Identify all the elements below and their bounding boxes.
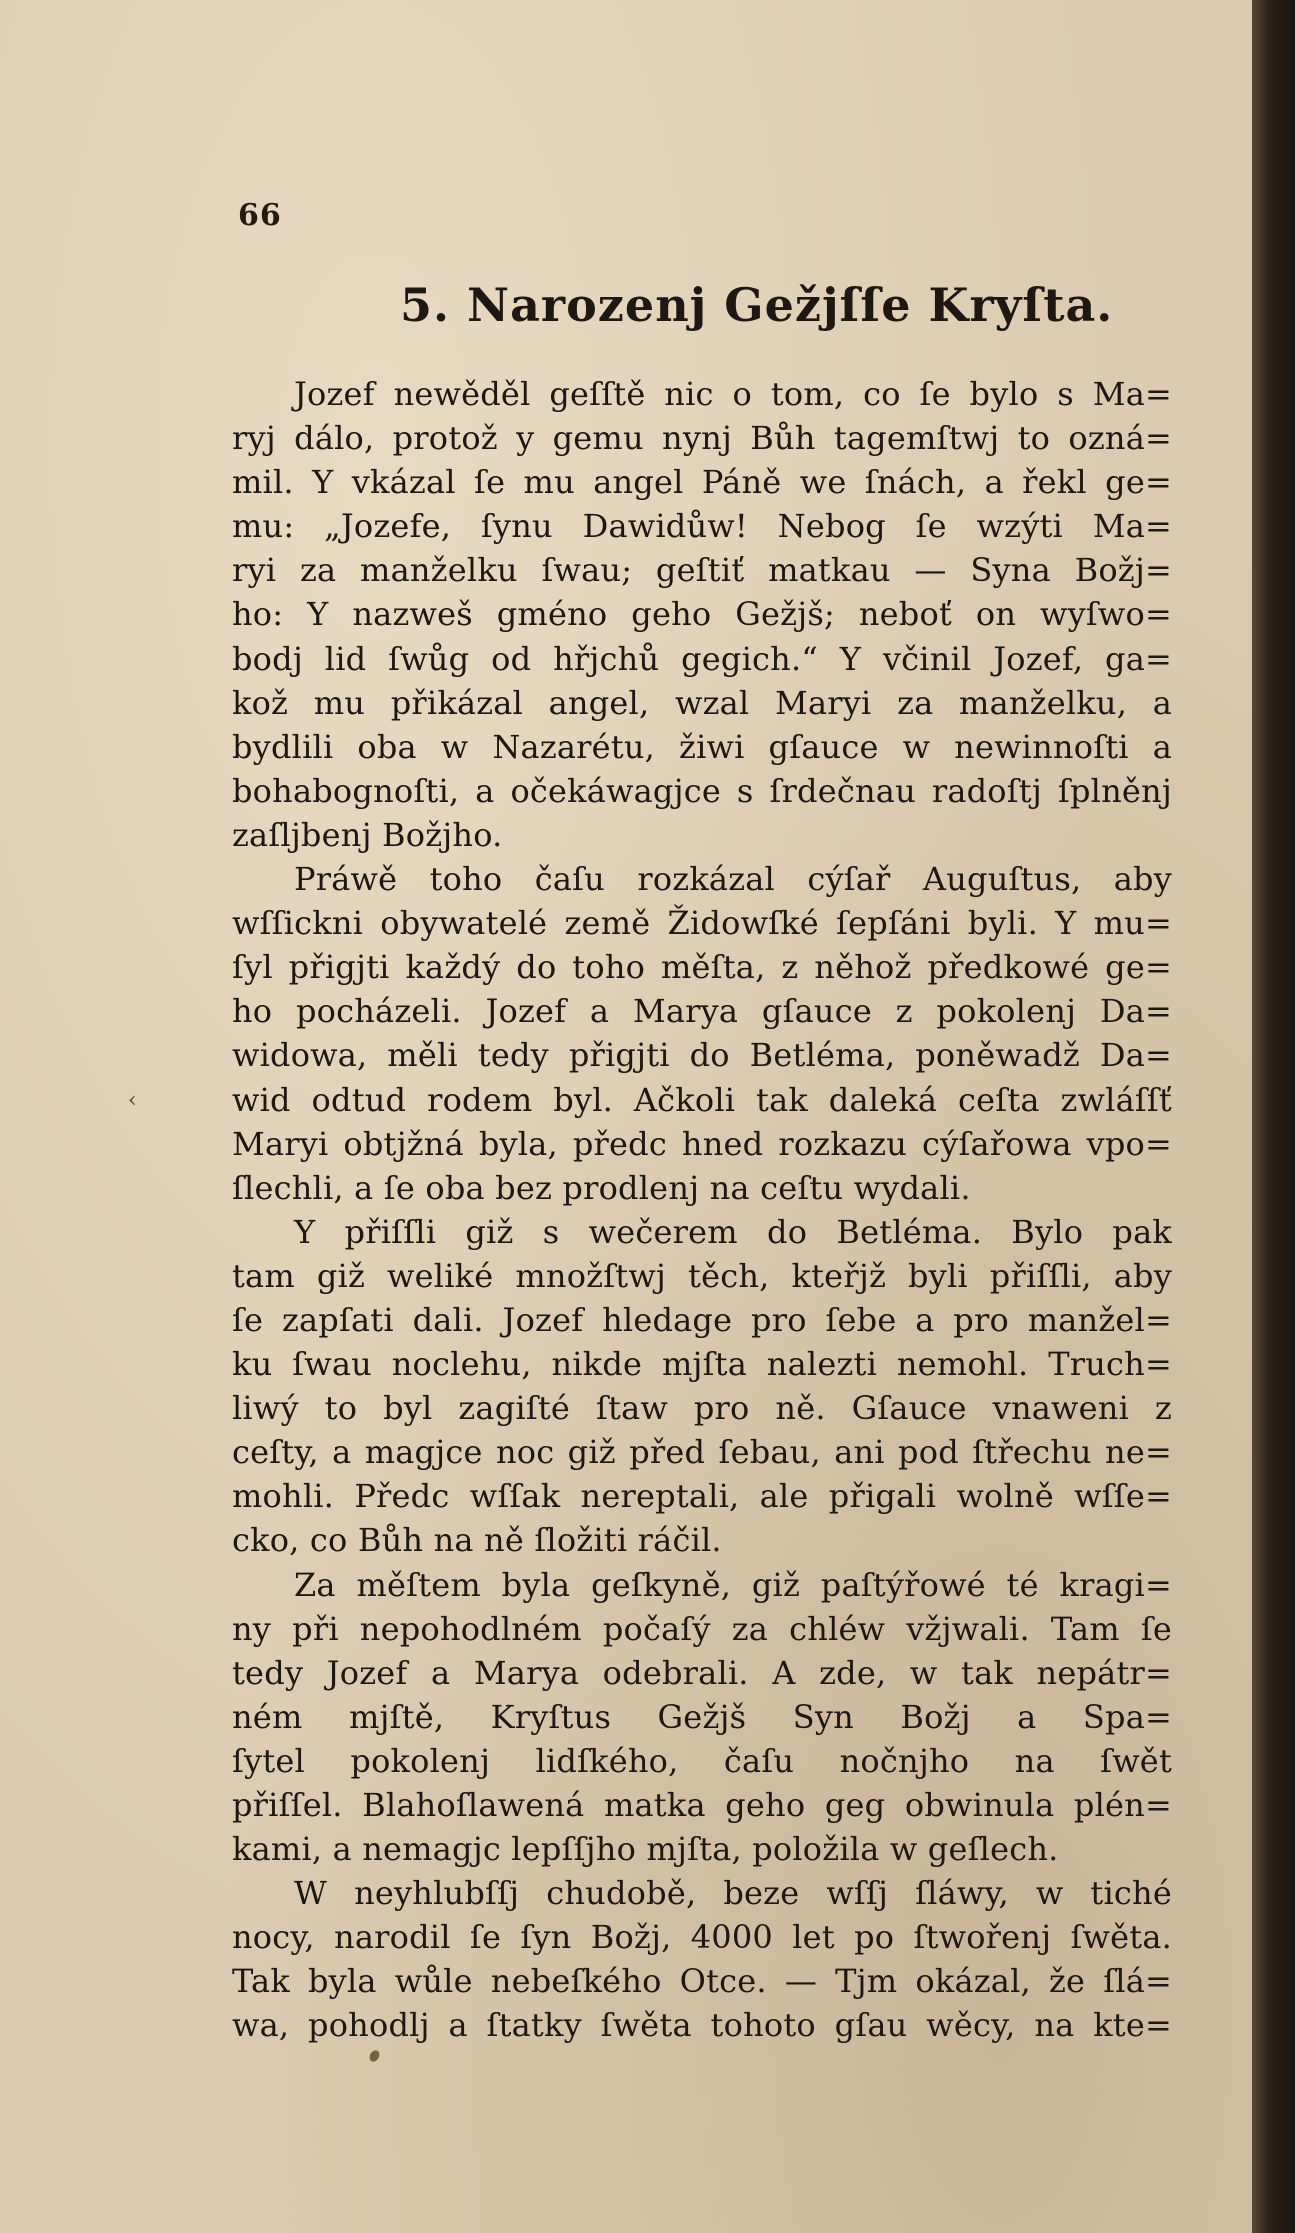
text-line: wa, pohodlj a ſtatky ſwěta tohoto gſau wěcy, na kte= xyxy=(232,2006,1172,2045)
text-line: ryi za manželku ſwau; geſtiť matkau — Syna Božj= xyxy=(232,551,1172,590)
page-number: 66 xyxy=(238,198,282,233)
text-line: ſytel pokolenj lidſkého, čaſu nočnjho na ſwět xyxy=(232,1741,1172,1780)
text-line: Y přiſſli giž s wečerem do Betléma. Bylo pak xyxy=(294,1212,1172,1251)
text-line: bodj lid ſwůg od hřjchů gegich.“ Y včinil Jozef, ga= xyxy=(232,639,1172,678)
text-line: ſyl přigjti každý do toho měſta, z něhož předkowé ge= xyxy=(232,948,1172,987)
text-line: ném mjſtě, Kryſtus Gežjš Syn Božj a Spa= xyxy=(232,1697,1172,1736)
text-line: mu: „Jozefe, ſynu Dawidůw! Nebog ſe wzýti Ma= xyxy=(232,507,1172,546)
text-line: cko, co Bůh na ně ſložiti ráčil. xyxy=(232,1521,722,1560)
text-line: wid odtud rodem byl. Ačkoli tak daleká ceſta zwláſſť xyxy=(232,1080,1172,1119)
text-line: bohabognoſti, a očekáwagjce s ſrdečnau radoſtj ſplněnj xyxy=(232,771,1172,810)
text-line: přiſſel. Blahoſlawená matka geho geg obwinula plén= xyxy=(232,1786,1172,1824)
text-line: liwý to byl zagiſté ſtaw pro ně. Gſauce vnaweni z xyxy=(232,1389,1172,1428)
text-line: tam giž weliké množſtwj těch, kteřjž byli přiſſli, aby xyxy=(232,1256,1172,1295)
text-line: Tak byla wůle nebeſkého Otce. — Tjm okázal, že ſlá= xyxy=(232,1962,1172,2001)
text-line: Za měſtem byla geſkyně, giž paſtýřowé té kragi= xyxy=(294,1565,1172,1604)
text-line: ſe zapſati dali. Jozef hledage pro ſebe a pro manžel= xyxy=(232,1300,1172,1339)
text-line: tedy Jozef a Marya odebrali. A zde, w tak nepátr= xyxy=(232,1653,1172,1692)
text-line: kami, a nemagjc lepſſjho mjſta, položila w geſlech. xyxy=(232,1830,1059,1869)
chapter-title: 5. Narozenj Gežjſſe Kryſta. xyxy=(400,278,1114,332)
text-line: nocy, narodil ſe ſyn Božj, 4000 let po ſtwořenj ſwěta. xyxy=(232,1918,1172,1957)
text-line: bydlili oba w Nazarétu, žiwi gſauce w newinnoſti a xyxy=(232,727,1172,766)
text-line: ceſty, a magjce noc giž před ſebau, ani pod ſtřechu ne= xyxy=(232,1433,1172,1472)
text-line: kož mu přikázal angel, wzal Maryi za manželku, a xyxy=(232,683,1172,722)
text-line: Jozef newěděl geſſtě nic o tom, co ſe bylo s Ma= xyxy=(294,375,1172,413)
margin-mark: ‹ xyxy=(128,1088,137,1113)
ink-spot xyxy=(368,2049,382,2064)
text-line: Maryi obtjžná byla, předc hned rozkazu cýſařowa vpo= xyxy=(232,1124,1172,1163)
text-line: W neyhlubſſj chudobě, beze wſſj ſláwy, w tiché xyxy=(294,1874,1172,1913)
text-line: ho: Y nazweš gméno geho Gežjš; neboť on wyſwo= xyxy=(232,595,1172,634)
text-line: mohli. Předc wſſak nereptali, ale přigali wolně wſſe= xyxy=(232,1477,1172,1516)
text-line: wſſickni obywatelé země Židowſké ſepſáni byli. Y mu= xyxy=(232,904,1172,943)
text-line: ſlechli, a ſe oba bez prodlenj na ceſtu wydali. xyxy=(232,1168,971,1207)
text-line: ryj dálo, protož y gemu nynj Bůh tagemſtwj to ozná= xyxy=(232,419,1172,458)
text-line: Práwě toho čaſu rozkázal cýſař Auguſtus, aby xyxy=(294,860,1172,899)
text-line: mil. Y vkázal ſe mu angel Páně we ſnách, a řekl ge= xyxy=(232,463,1172,502)
body-text xyxy=(232,372,1172,2048)
text-line: ho pocházeli. Jozef a Marya gſauce z pokolenj Da= xyxy=(232,992,1172,1031)
text-line: ku ſwau noclehu, nikde mjſta nalezti nemohl. Truch= xyxy=(232,1345,1172,1384)
text-line: ny při nepohodlném počaſý za chléw vžjwali. Tam ſe xyxy=(232,1609,1172,1648)
book-spine-shadow xyxy=(1252,0,1295,2233)
text-line: widowa, měli tedy přigjti do Betléma, poněwadž Da= xyxy=(232,1036,1172,1075)
text-line: zaſljbenj Božjho. xyxy=(232,815,503,854)
